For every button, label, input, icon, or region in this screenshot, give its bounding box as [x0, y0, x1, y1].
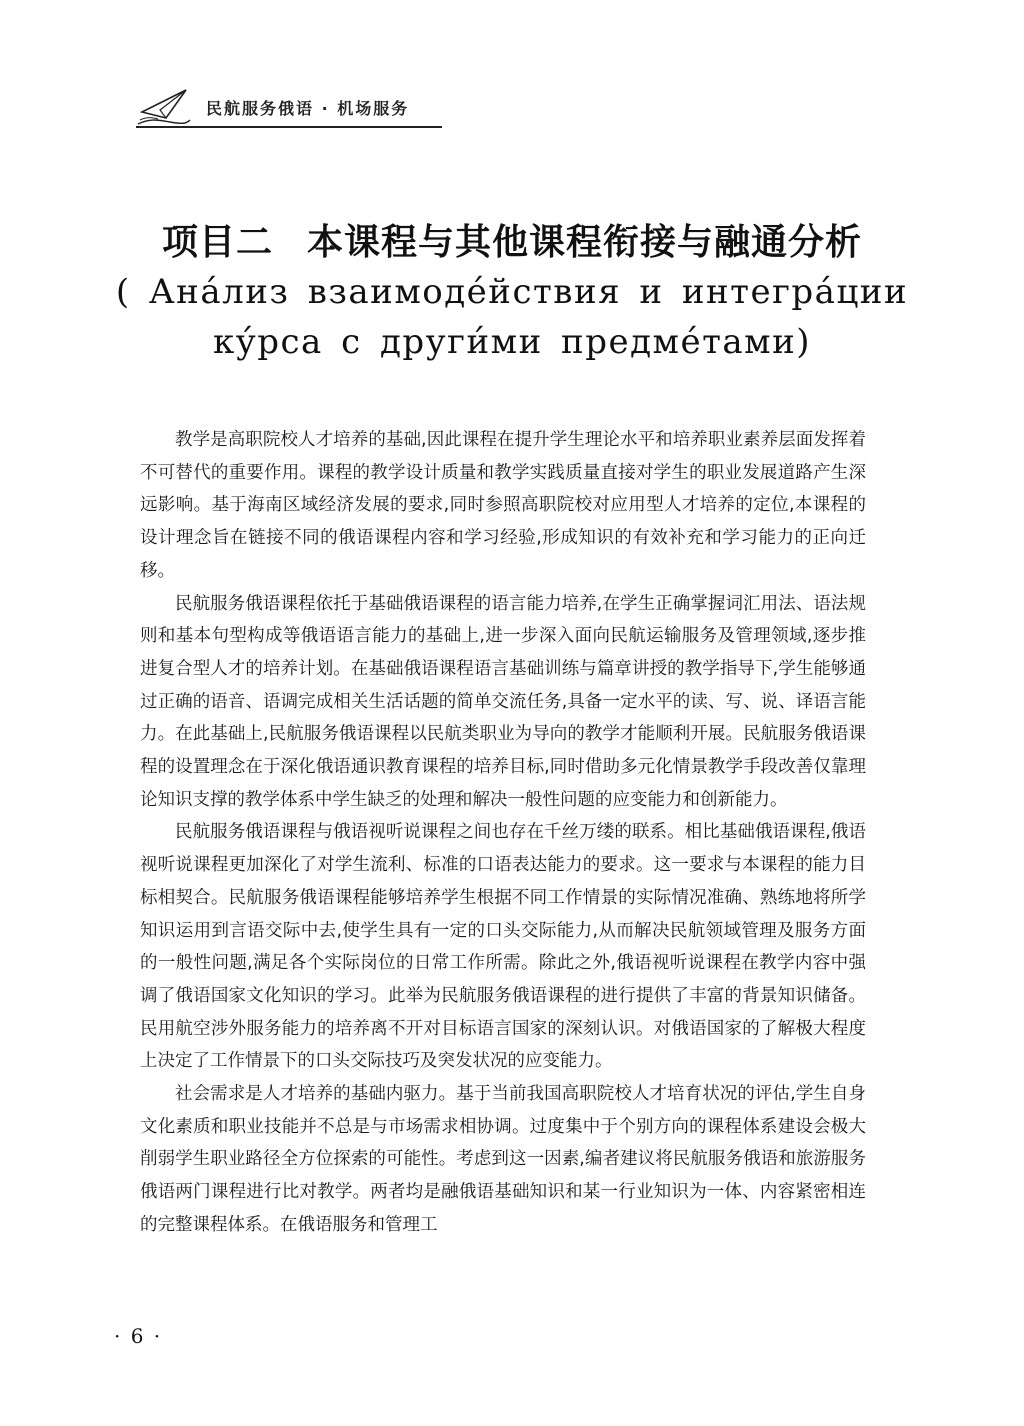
- page-number: · 6 ·: [114, 1324, 163, 1348]
- body-text: [140, 424, 866, 1242]
- paragraph-3: 民航服务俄语课程与俄语视听说课程之间也存在千丝万缕的联系。相比基础俄语课程,俄语视听说课程更加深化了对学生流利、标准的口语表达能力的要求。这一要求与本课程的能力目标相契合。民航服务俄语课程能够培养学生根据不同工作情景的实际情况准确、熟练地将所学知识运用到言语交际中去,使学生具有一定的口头交际能力,从而解决民航领域管理及服务方面的一般性问题,满足各个实际岗位的日常工作所需。除此之外,俄语视听说课程在教学内容中强调了俄语国家文化知识的学习。此举为民航服务俄语课程的进行提供了丰富的背景知识储备。民用航空涉外服务能力的培养离不开对目标语言国家的深刻认识。对俄语国家的了解极大程度上决定了工作情景下的口头交际技巧及突发状况的应变能力。: [140, 822, 866, 1072]
- paragraph-4: 社会需求是人才培养的基础内驱力。基于当前我国高职院校人才培育状况的评估,学生自身文化素质和职业技能并不总是与市场需求相协调。过度集中于个别方向的课程体系建设会极大削弱学生职业路径全方位探索的可能性。考虑到这一因素,编者建议将民航服务俄语和旅游服务俄语两门课程进行比对教学。两者均是融俄语基础知识和某一行业知识为一体、内容紧密相连的完整课程体系。在俄语服务和管理工: [140, 1084, 866, 1235]
- running-header: [136, 84, 442, 128]
- chapter-subtitle-line-1: ( Ана́лиз взаимоде́йствия и интегра́ции: [115, 272, 909, 312]
- chapter-number: 项目二: [161, 222, 273, 263]
- chapter-subtitle-line-2: ку́рса с други́ми предме́тами): [212, 322, 812, 362]
- chapter-title: [0, 214, 1024, 265]
- paragraph-1: 教学是高职院校人才培养的基础,因此课程在提升学生理论水平和培养职业素养层面发挥着不可替代的重要作用。课程的教学设计质量和教学实践质量直接对学生的职业发展道路产生深远影响。基于海南区域经济发展的要求,同时参照高职院校对应用型人才培养的定位,本课程的设计理念旨在链接不同的俄语课程内容和学习经验,形成知识的有效补充和学习能力的正向迁移。: [140, 430, 866, 581]
- header-divider: [136, 126, 442, 128]
- paragraph-2: 民航服务俄语课程依托于基础俄语课程的语言能力培养,在学生正确掌握词汇用法、语法规则和基本句型构成等俄语语言能力的基础上,进一步深入面向民航运输服务及管理领域,逐步推进复合型人才的培养计划。在基础俄语课程语言基础训练与篇章讲授的教学指导下,学生能够通过正确的语音、语调完成相关生活话题的简单交流任务,具备一定水平的读、写、说、译语言能力。在此基础上,民航服务俄语课程以民航类职业为导向的教学才能顺利开展。民航服务俄语课程的设置理念在于深化俄语通识教育课程的培养目标,同时借助多元化情景教学手段改善仅靠理论知识支撑的教学体系中学生缺乏的处理和解决一般性问题的应变能力和创新能力。: [140, 593, 866, 810]
- chapter-title-text: 本课程与其他课程衔接与融通分析: [307, 222, 863, 263]
- running-header-title: 民航服务俄语 · 机场服务: [206, 99, 410, 118]
- paper-plane-logo-icon: [136, 84, 192, 126]
